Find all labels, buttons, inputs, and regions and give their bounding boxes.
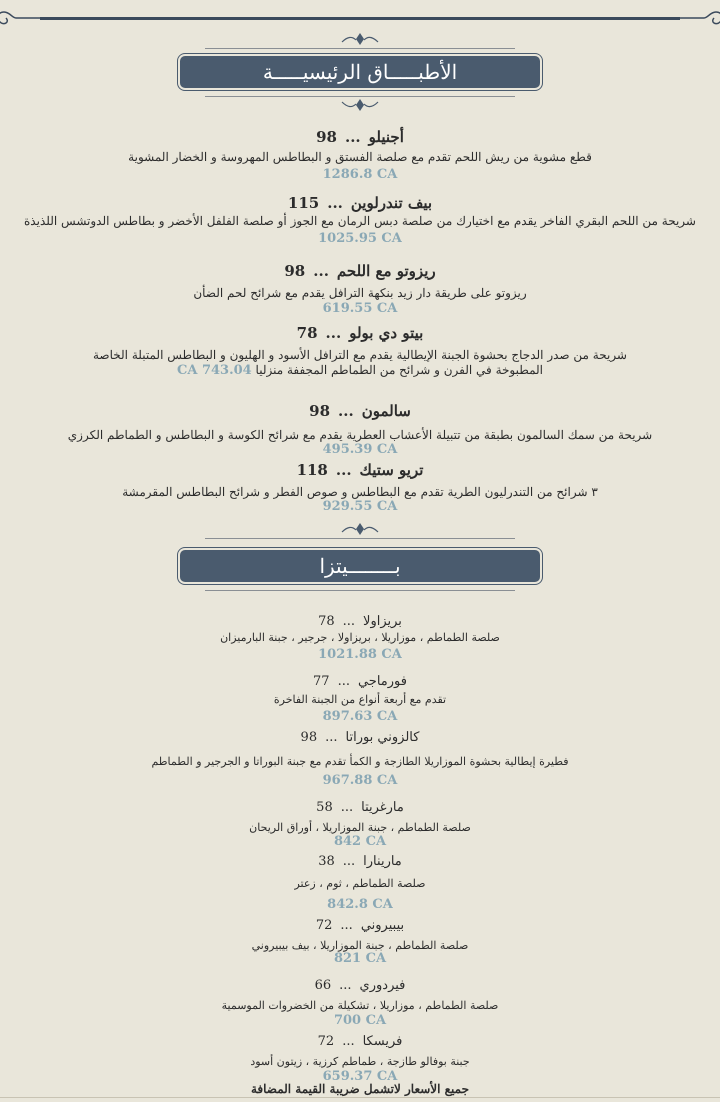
pizza-item-pepperoni <box>0 918 720 965</box>
thin-divider <box>205 48 515 49</box>
thin-divider <box>205 96 515 97</box>
item-name-line: فيردوري...66 <box>314 978 406 993</box>
scroll-ornament-right-icon <box>676 8 720 28</box>
pizza-item-verdure <box>0 978 720 1027</box>
item-description: ريزوتو على طريقة دار زيد بنكهة الترافل يقدم مع شرائح لحم الضأن <box>193 286 527 300</box>
section-title-pizza: بــــــــيتزا <box>180 550 540 582</box>
item-description: تقدم مع أربعة أنواع من الجبنة الفاخرة <box>273 693 447 706</box>
item-name-line: بريزاولا...78 <box>318 614 402 629</box>
menu-item-trio-steak <box>0 461 720 513</box>
item-price-ca: 897.63 CA <box>322 709 398 724</box>
item-name-line: فورماجي...77 <box>313 674 407 689</box>
item-description: ٣ شرائح من التندرليون الطرية تقدم مع البطاطس و صوص الفطر و شرائح البطاطس المقرمشة <box>122 485 598 499</box>
pizza-item-margherita <box>0 800 720 848</box>
item-price-ca: 967.88 CA <box>322 773 398 788</box>
section-header-main <box>0 32 720 112</box>
pizza-item-formaggi <box>0 674 720 723</box>
item-description: صلصة الطماطم ، جبنة الموزاريلا ، بيف بيبيروني <box>251 939 469 952</box>
item-price-ca: 659.37 CA <box>322 1069 398 1084</box>
item-price-ca: 619.55 CA <box>322 301 398 316</box>
item-description: فطيرة إيطالية بحشوة الموزاريلا الطازجة و الكمأ تقدم مع جبنة البوراتا و الجرجير و الطماطم <box>151 755 569 768</box>
vat-disclaimer: جميع الأسعار لاتشمل ضريبة القيمة المضافة <box>250 1082 470 1096</box>
item-name-line: فريسكا...72 <box>317 1034 403 1049</box>
item-price-ca: 743.04 CA <box>176 363 252 378</box>
pizza-item-bresaola <box>0 614 720 661</box>
item-name-line: تريو ستيك...118 <box>296 461 424 479</box>
menu-item-risotto <box>0 262 720 315</box>
section-title-main: الأطبـــــاق الرئيسيـــــة <box>180 56 540 88</box>
pizza-item-marinara <box>0 854 720 911</box>
item-price-ca: 1021.88 CA <box>318 647 402 662</box>
item-description: صلصة الطماطم ، موزاريلا ، تشكيلة من الخضروات الموسمية <box>221 999 499 1012</box>
item-description: صلصة الطماطم ، جبنة الموزاريلا ، أوراق الريحان <box>249 821 471 834</box>
main-dishes-section <box>0 32 720 112</box>
pizza-item-calzone-burrata <box>0 730 720 787</box>
ornament-top-icon <box>340 32 380 46</box>
item-description: شريحة من صدر الدجاج بحشوة الجبنة الإيطالية يقدم مع الترافل الأسود و الهليون و البطاطس المتبلة الخاصة <box>93 348 627 362</box>
item-description: شريحة من سمك السالمون بطبقة من تتبيلة الأعشاب العطرية يقدم مع شرائح الكوسة و البطاطس و الطماطم الكرزي <box>67 428 653 442</box>
item-name-line: بيبيروني...72 <box>315 918 405 933</box>
item-description: قطع مشوية من ريش اللحم تقدم مع صلصة الفستق و البطاطس المهروسة و الخضار المشوية <box>128 150 592 164</box>
item-price-ca: 821 CA <box>333 951 387 966</box>
scroll-ornament-left-icon <box>0 8 44 28</box>
thin-divider <box>205 590 515 591</box>
item-name-line: كالزوني بوراتا...98 <box>300 730 420 745</box>
item-price-ca: 842.8 CA <box>327 897 393 912</box>
item-price-ca: 1025.95 CA <box>318 231 402 246</box>
item-name-line: بيف تندرلوين...115 <box>287 194 433 212</box>
item-description: صلصة الطماطم ، ثوم ، زعتر <box>294 877 426 890</box>
top-divider <box>40 17 680 20</box>
menu-item-agnello <box>0 128 720 181</box>
menu-item-salmon <box>0 402 720 456</box>
item-name-line: بيتو دي بولو...78 <box>296 324 424 342</box>
item-description: جبنة بوفالو طازجة ، طماطم كرزية ، زيتون أسود <box>250 1055 470 1068</box>
item-name-line: مارغريتا...58 <box>316 800 404 815</box>
item-price-ca: 1286.8 CA <box>322 167 398 182</box>
item-name-line: سالمون...98 <box>309 402 411 420</box>
item-price-ca: 700 CA <box>333 1013 387 1028</box>
item-description: شريحة من اللحم البقري الفاخر يقدم مع اختيارك من صلصة دبس الرمان مع الجوز أو صلصة الفلفل الأخضر و بطاطس الدوتشس اللذيذة <box>24 214 696 228</box>
item-name-line: أجنيلو...98 <box>316 128 404 146</box>
pizza-item-fresca <box>0 1034 720 1083</box>
section-header-pizza <box>0 522 720 602</box>
item-name-line: ريزوتو مع اللحم...98 <box>284 262 436 280</box>
item-price-ca: 495.39 CA <box>322 442 398 457</box>
ornament-top-icon <box>340 522 380 536</box>
item-price-ca: 842 CA <box>333 834 387 849</box>
menu-item-petto-di-pollo <box>0 324 720 378</box>
item-description-line2: المطبوخة في الفرن و شرائح من الطماطم المجففة منزليا 743.04 CA <box>176 363 544 378</box>
item-name-line: مارينارا...38 <box>318 854 402 869</box>
pizza-section <box>0 522 720 602</box>
menu-item-beef-tenderloin <box>0 194 720 245</box>
thin-divider <box>205 538 515 539</box>
item-price-ca: 929.55 CA <box>322 499 398 514</box>
bottom-divider <box>0 1097 720 1098</box>
item-description: صلصة الطماطم ، موزاريلا ، بريزاولا ، جرجير ، جبنة البارميزان <box>220 631 500 644</box>
ornament-bottom-icon <box>340 98 380 112</box>
